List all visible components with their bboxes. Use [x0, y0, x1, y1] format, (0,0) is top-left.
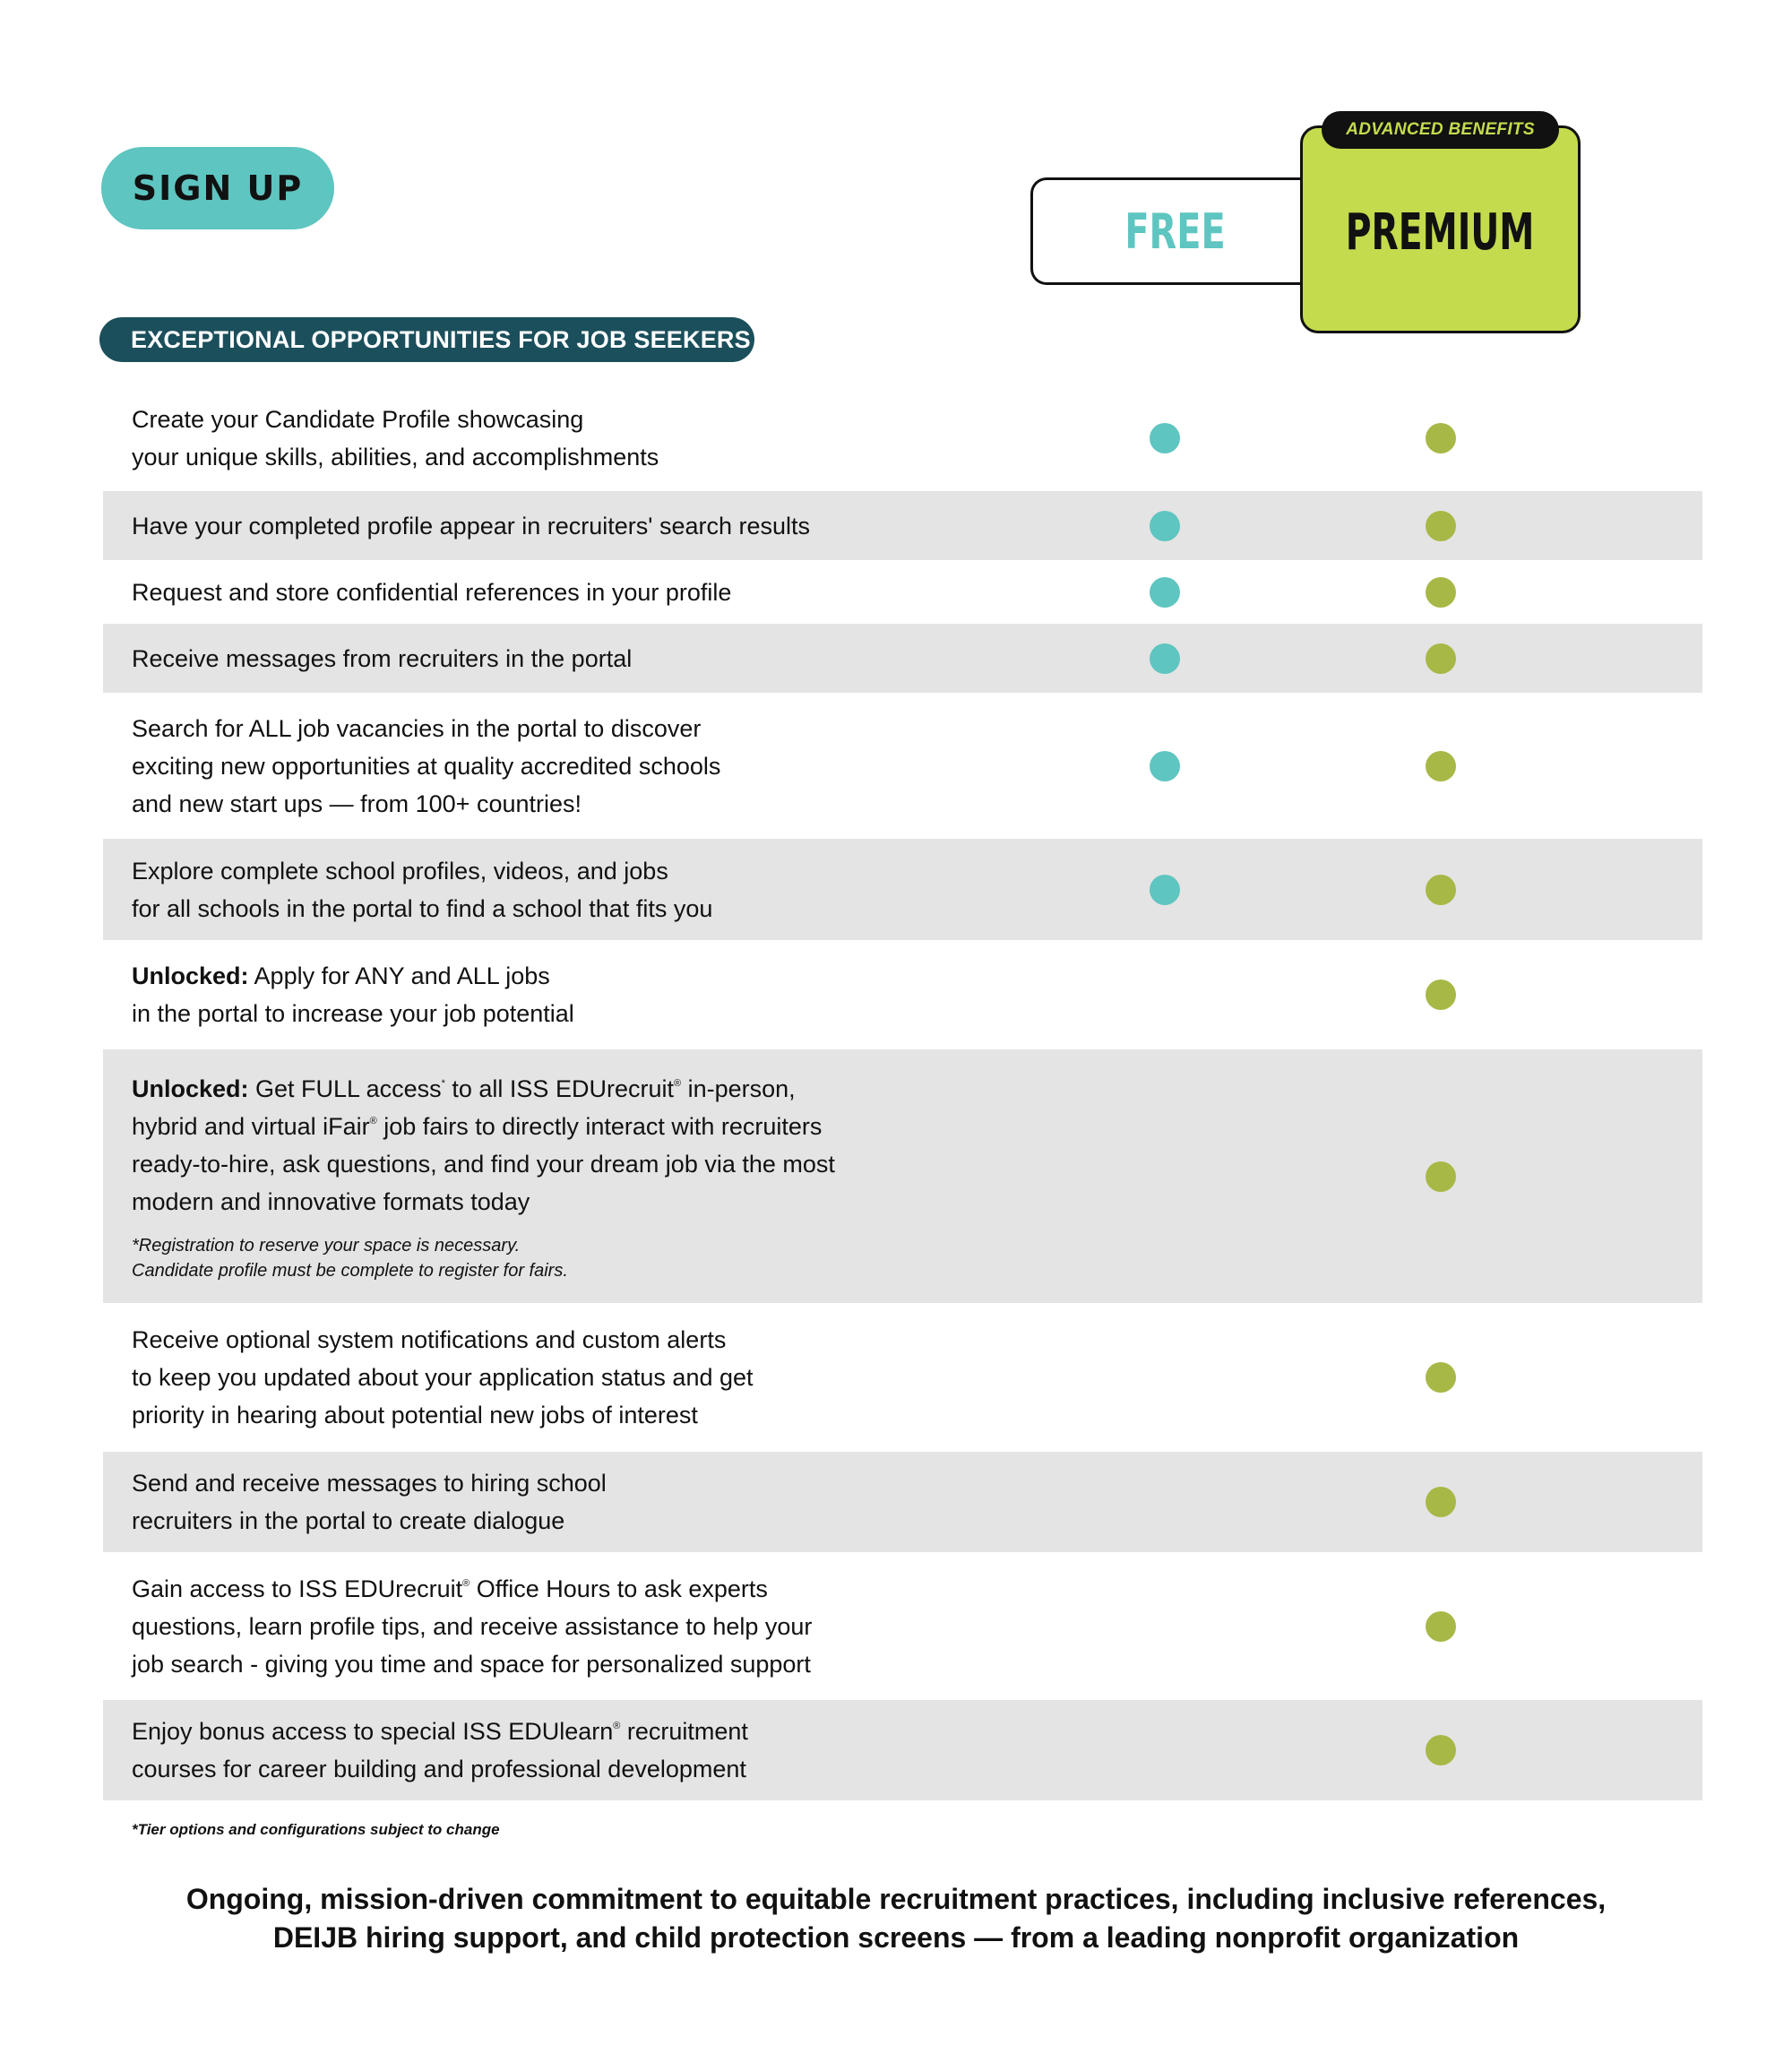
premium-check-icon	[1426, 1362, 1456, 1393]
benefits-table	[103, 385, 1702, 1800]
table-row	[103, 1552, 1702, 1700]
premium-check-icon	[1426, 1487, 1456, 1517]
table-row	[103, 693, 1702, 839]
table-row	[103, 1049, 1702, 1303]
premium-check-icon	[1426, 643, 1456, 674]
row-text: Enjoy bonus access to special ISS EDUlearn® recruitment courses for career building and professional development	[132, 1718, 748, 1782]
row-text: Receive optional system notifications and custom alerts to keep you updated about your application status and get priority in hearing about potential new jobs of interest	[132, 1326, 754, 1428]
row-text: Search for ALL job vacancies in the portal to discover exciting new opportunities at quality accredited schools and new start ups — from 100+ countries!	[132, 714, 721, 817]
row-text: Have your completed profile appear in recruiters' search results	[132, 512, 811, 539]
table-row	[103, 940, 1702, 1049]
row-text: Send and receive messages to hiring school recruiters in the portal to create dialogue	[132, 1470, 607, 1534]
premium-tier-header	[1300, 125, 1581, 333]
row-text: Unlocked: Get FULL access* to all ISS EDUrecruit® in-person, hybrid and virtual iFair® job fairs to directly interact with recruiters ready-to-hire, ask questions, and find your dream job via the most modern and innovative formats today *Registration to reserve your space is necessary. Candidate profile must be complete to register for fairs.	[103, 1070, 1008, 1283]
table-row	[103, 1452, 1702, 1552]
premium-check-icon	[1426, 423, 1456, 453]
row-text: Receive messages from recruiters in the portal	[132, 644, 633, 672]
premium-check-icon	[1426, 1161, 1456, 1192]
row-text: Request and store confidential references in your profile	[132, 578, 732, 606]
section-title: EXCEPTIONAL OPPORTUNITIES FOR JOB SEEKERS	[99, 317, 754, 362]
premium-check-icon	[1426, 751, 1456, 781]
sign-up-button[interactable]: SIGN UP	[101, 147, 334, 229]
table-row	[103, 1700, 1702, 1800]
footnote: *Tier options and configurations subject to change	[132, 1821, 500, 1838]
premium-check-icon	[1426, 511, 1456, 541]
premium-tier-label: PREMIUM	[1346, 203, 1535, 262]
free-check-icon	[1150, 577, 1180, 608]
free-check-icon	[1150, 875, 1180, 905]
free-check-icon	[1150, 643, 1180, 674]
row-text: Create your Candidate Profile showcasing your unique skills, abilities, and accomplishments	[132, 406, 659, 470]
row-text: Gain access to ISS EDUrecruit® Office Hours to ask experts questions, learn profile tips, and receive assistance to help your job search - giving you time and space for personalized support	[132, 1575, 813, 1678]
table-row	[103, 491, 1702, 560]
row-text: Explore complete school profiles, videos, and jobs for all schools in the portal to find a school that fits you	[132, 857, 713, 922]
table-row	[103, 385, 1702, 491]
advanced-benefits-tag: ADVANCED BENEFITS	[1322, 111, 1559, 149]
premium-check-icon	[1426, 980, 1456, 1010]
premium-check-icon	[1426, 1611, 1456, 1642]
row-text: Unlocked: Apply for ANY and ALL jobs in the portal to increase your job potential	[132, 962, 574, 1027]
free-tier-header	[1030, 177, 1317, 285]
table-row	[103, 1303, 1702, 1452]
closing-statement: Ongoing, mission-driven commitment to equitable recruitment practices, including inclusive references, DEIJB hiring support, and child protection screens — from a leading nonprofit organization	[185, 1883, 1607, 1954]
registration-note: *Registration to reserve your space is necessary. Candidate profile must be complete to register for fairs.	[132, 1235, 568, 1281]
premium-check-icon	[1426, 577, 1456, 608]
free-check-icon	[1150, 423, 1180, 453]
premium-check-icon	[1426, 1735, 1456, 1765]
free-check-icon	[1150, 751, 1180, 781]
table-row	[103, 624, 1702, 693]
table-row	[103, 560, 1702, 624]
free-check-icon	[1150, 511, 1180, 541]
free-tier-label: FREE	[1124, 203, 1226, 260]
premium-check-icon	[1426, 875, 1456, 905]
table-row	[103, 839, 1702, 940]
